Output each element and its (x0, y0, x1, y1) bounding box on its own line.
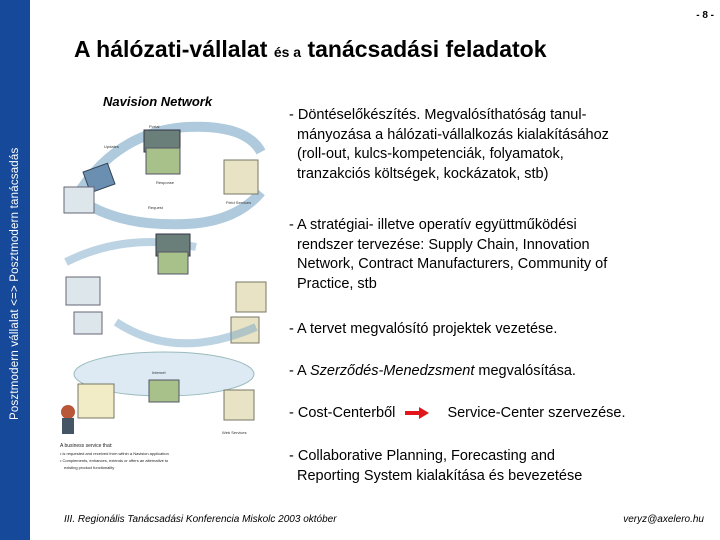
bullet-contract-management (289, 362, 699, 382)
bullet-1-line-2: mányozása a hálózati-vállalkozás kialakításához (297, 126, 609, 143)
title-part-2: és a (273, 44, 302, 60)
right-arrow-icon (405, 407, 429, 419)
label-web-services: Web Services (222, 430, 247, 435)
label-updates: Updates (104, 144, 119, 149)
bullet-4-italic: Szerződés-Menedzsment (309, 363, 475, 379)
caption-line-2: • is requested and received from within a Navision application (60, 451, 169, 456)
bullet-collaborative-planning (289, 447, 699, 486)
label-portal-1: Portal (149, 124, 160, 129)
bullet-1-line-3: (roll-out, kulcs-kompetenciák, folyamatok, (297, 146, 564, 162)
slide-title (74, 36, 547, 63)
bullet-cost-to-service-center (289, 404, 699, 424)
title-part-1: A hálózati-vállalat (74, 36, 274, 62)
bullet-4-prefix: - A (289, 363, 310, 379)
footer-email: veryz@axelero.hu (623, 514, 704, 525)
bullet-4-suffix: megvalósítása. (474, 363, 576, 379)
footer-conference: III. Regionális Tanácsadási Konferencia Miskolc 2003 október (64, 514, 337, 525)
bullet-6-line-2: Reporting System kialakítása és bevezetése (297, 467, 583, 484)
page-number: - 8 - (696, 10, 714, 21)
label-internet: Internet (152, 370, 166, 375)
illustration-label: Navision Network (103, 94, 213, 109)
bullet-project-management (289, 320, 699, 340)
label-request: Request (148, 205, 163, 210)
bullet-decision-prep (289, 106, 699, 184)
caption-line-1: A business service that: (60, 443, 113, 449)
bullet-strategic-cooperation (289, 216, 699, 294)
bullet-5-left: - Cost-Centerből (289, 405, 396, 421)
label-response: Response (156, 180, 175, 185)
bullet-1-line-1: - Döntéselőkészítés. Megvalósíthatóság tanul- (289, 107, 587, 123)
caption-line-4: existing product functionality (64, 465, 115, 470)
sidebar-band (0, 0, 30, 540)
bullet-6-line-1: - Collaborative Planning, Forecasting and (289, 448, 555, 464)
bullet-1-line-4: tranzakciós költségek, kockázatok, stb) (297, 165, 549, 182)
bullet-3-line-1: - A tervet megvalósító projektek vezetése. (289, 321, 558, 337)
navision-network-illustration (56, 112, 274, 484)
sidebar-title: Posztmodern vállalat <=> Posztmodern tanácsadás (9, 147, 21, 420)
bullet-2-line-1: - A stratégiai- illetve operatív együttműködési (289, 217, 577, 233)
label-field-services: Field Services (226, 200, 252, 205)
bullet-2-line-4: Practice, stb (297, 275, 377, 292)
caption-line-3: • Complements, enhances, extends or offers an alternative to (60, 458, 169, 463)
bullet-2-line-2: rendszer tervezése: Supply Chain, Innovation (297, 236, 590, 253)
title-part-3: tanácsadási feladatok (301, 36, 547, 62)
bullet-5-right: Service-Center szervezése. (447, 405, 626, 421)
bullet-2-line-3: Network, Contract Manufacturers, Community of (297, 256, 608, 272)
